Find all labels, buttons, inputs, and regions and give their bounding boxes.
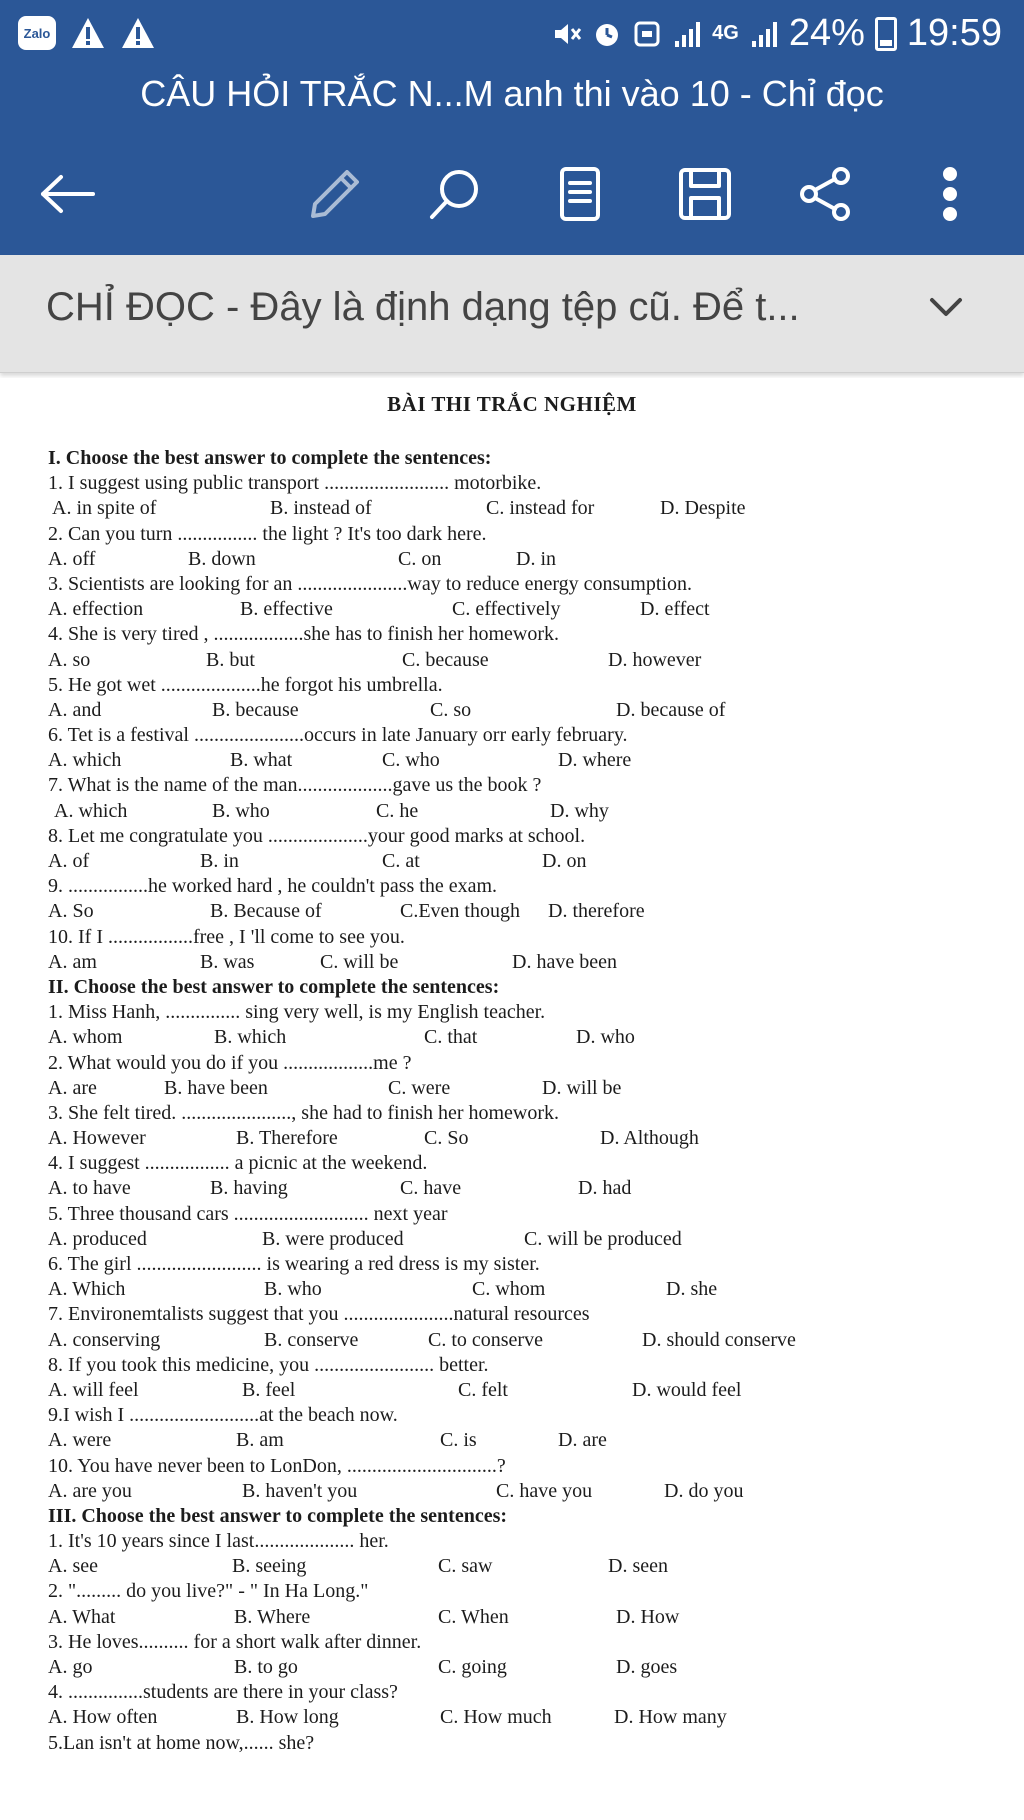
- answer-option: C. to conserve: [428, 1328, 543, 1351]
- question-text: 3. Scientists are looking for an ......................way to reduce energy consumption.: [48, 572, 692, 595]
- answer-option: C. is: [440, 1429, 477, 1452]
- answer-option: D. do you: [664, 1479, 744, 1502]
- question-text: 9.I wish I ..........................at the beach now.: [48, 1404, 398, 1427]
- answer-options: [48, 849, 988, 874]
- answer-option: D. who: [576, 1026, 635, 1049]
- answer-options: [48, 698, 988, 723]
- answer-option: B. down: [188, 547, 256, 570]
- answer-options: [48, 950, 988, 975]
- question-text: 5. Three thousand cars ........................... next year: [48, 1202, 448, 1225]
- answer-options: [48, 547, 988, 572]
- section-title: II. Choose the best answer to complete the sentences:: [48, 975, 500, 998]
- network-type: 4G: [712, 22, 739, 44]
- answer-option: C. were: [388, 1076, 451, 1099]
- question-text: 4. ...............students are there in your class?: [48, 1681, 398, 1704]
- answer-option: A. How often: [48, 1706, 158, 1729]
- answer-option: D. would feel: [632, 1378, 742, 1401]
- answer-option: C. When: [438, 1605, 509, 1628]
- answer-option: B. Because of: [210, 900, 322, 923]
- answer-options: [48, 1025, 988, 1050]
- answer-options: [48, 799, 988, 824]
- answer-option: D. because of: [616, 698, 726, 721]
- answer-option: C. he: [376, 799, 419, 822]
- answer-options: [48, 648, 988, 673]
- answer-option: A. effection: [48, 598, 144, 621]
- question-text: 9. ................he worked hard , he couldn't pass the exam.: [48, 875, 498, 898]
- answer-option: D. should conserve: [642, 1328, 796, 1351]
- answer-options: [48, 1705, 988, 1730]
- question-text: 4. She is very tired , ..................she has to finish her homework.: [48, 623, 560, 646]
- search-button[interactable]: [420, 155, 490, 233]
- answer-option: A. and: [48, 698, 102, 721]
- section-title: I. Choose the best answer to complete the sentences:: [48, 447, 492, 469]
- pencil-icon: [307, 166, 363, 222]
- answer-options: [48, 1227, 988, 1252]
- reading-view-button[interactable]: [545, 155, 615, 233]
- answer-option: B. haven't you: [242, 1479, 358, 1502]
- answer-option: C. have: [400, 1177, 462, 1200]
- share-icon: [797, 166, 853, 222]
- answer-option: A. However: [48, 1127, 146, 1150]
- answer-option: C. so: [430, 698, 472, 721]
- question-text: 5.Lan isn't at home now,...... she?: [48, 1731, 315, 1754]
- answer-options: [48, 1126, 988, 1151]
- answer-option: A. So: [48, 900, 94, 923]
- answer-option: C. going: [438, 1656, 507, 1678]
- answer-option: B. what: [230, 749, 293, 772]
- answer-option: B. which: [214, 1026, 287, 1049]
- answer-option: A. go: [48, 1656, 93, 1678]
- answer-options: [48, 1605, 988, 1630]
- answer-options: [48, 1176, 988, 1201]
- answer-option: C. at: [382, 850, 420, 872]
- answer-options: [48, 496, 988, 521]
- answer-option: C. have you: [496, 1479, 593, 1502]
- answer-option: A. to have: [48, 1177, 131, 1200]
- answer-option: B. who: [212, 799, 270, 822]
- answer-option: A. conserving: [48, 1328, 161, 1351]
- chevron-down-icon[interactable]: [928, 295, 964, 319]
- answer-option: A. What: [48, 1605, 116, 1628]
- document-title: CÂU HỎI TRẮC N...M anh thi vào 10 - Chỉ đọc: [140, 73, 884, 114]
- answer-option: B. have been: [164, 1076, 268, 1099]
- answer-option: B. having: [210, 1177, 288, 1200]
- toolbar: [0, 155, 1024, 233]
- answer-option: B. in: [200, 850, 239, 872]
- more-icon: [942, 166, 958, 222]
- answer-options: [48, 1655, 988, 1680]
- question-text: 8. If you took this medicine, you ........................ better.: [48, 1353, 489, 1376]
- signal-icon: [749, 19, 779, 49]
- reading-view-icon: [558, 165, 602, 223]
- signal-icon: [672, 19, 702, 49]
- answer-option: A. off: [48, 547, 96, 570]
- question-text: 2. Can you turn ................ the light ? It's too dark here.: [48, 522, 487, 545]
- edit-button[interactable]: [300, 155, 370, 233]
- answer-option: B. was: [200, 950, 255, 973]
- alarm-icon: [592, 19, 622, 49]
- answer-option: B. to go: [234, 1656, 298, 1678]
- save-icon: [677, 166, 733, 222]
- answer-option: C. So: [424, 1127, 469, 1150]
- answer-options: [48, 1328, 988, 1353]
- question-text: 6. The girl ......................... is wearing a red dress is my sister.: [48, 1253, 540, 1275]
- document-body: [48, 446, 988, 1756]
- question-text: 7. What is the name of the man...................gave us the book ?: [48, 774, 542, 797]
- answer-option: D. she: [666, 1278, 718, 1301]
- document-heading: BÀI THI TRẮC NGHIỆM: [387, 392, 637, 416]
- question-text: 3. He loves.......... for a short walk after dinner.: [48, 1630, 422, 1653]
- answer-option: C. saw: [438, 1555, 493, 1578]
- answer-option: A. whom: [48, 1026, 123, 1049]
- answer-option: B. am: [236, 1429, 284, 1452]
- answer-option: D. where: [558, 749, 632, 772]
- question-text: 4. I suggest ................. a picnic at the weekend.: [48, 1152, 428, 1175]
- answer-option: D. seen: [608, 1555, 668, 1578]
- answer-option: D. Although: [600, 1127, 699, 1150]
- answer-option: B. Where: [234, 1605, 311, 1628]
- back-button[interactable]: [28, 155, 108, 233]
- more-options-button[interactable]: [920, 155, 980, 233]
- answer-option: B. effective: [240, 598, 333, 621]
- answer-option: D. therefore: [548, 900, 645, 923]
- question-text: 7. Environemtalists suggest that you ......................natural resources: [48, 1303, 590, 1326]
- answer-option: C. will be: [320, 950, 399, 973]
- question-text: 1. It's 10 years since I last.................... her.: [48, 1530, 389, 1553]
- answer-option: C. How much: [440, 1706, 552, 1729]
- answer-option: B. feel: [242, 1378, 296, 1401]
- answer-option: C. felt: [458, 1378, 508, 1401]
- answer-option: B. were produced: [262, 1227, 404, 1250]
- question-text: 2. What would you do if you ..................me ?: [48, 1051, 412, 1074]
- battery-percent: 24%: [788, 12, 865, 54]
- answer-option: A. which: [48, 749, 122, 772]
- answer-option: B. who: [264, 1278, 322, 1301]
- back-arrow-icon: [39, 174, 97, 214]
- clock: 19:59: [906, 12, 1002, 54]
- answer-option: A. which: [54, 799, 128, 822]
- answer-option: C. because: [402, 648, 489, 671]
- answer-option: A. will feel: [48, 1378, 139, 1401]
- answer-option: D. are: [558, 1429, 607, 1452]
- answer-options: [48, 899, 988, 924]
- question-text: 1. Miss Hanh, ............... sing very well, is my English teacher.: [48, 1001, 546, 1024]
- warning-icon: [120, 16, 156, 50]
- answer-option: D. Despite: [660, 497, 746, 520]
- answer-option: A. so: [48, 648, 91, 671]
- answer-option: A. see: [48, 1555, 98, 1578]
- question-text: 10. If I .................free , I 'll come to see you.: [48, 925, 405, 948]
- answer-option: B. How long: [236, 1706, 339, 1729]
- answer-option: C. will be produced: [524, 1227, 682, 1250]
- answer-options: [48, 1479, 988, 1504]
- answer-option: A. in spite of: [52, 497, 157, 520]
- answer-option: C. whom: [472, 1278, 546, 1301]
- battery-icon: [875, 17, 897, 51]
- answer-options: [48, 1277, 988, 1302]
- answer-option: D. on: [542, 850, 587, 872]
- answer-option: B. conserve: [264, 1328, 359, 1351]
- answer-options: [48, 1076, 988, 1101]
- document-page: [0, 378, 1024, 1820]
- answer-option: D. effect: [640, 598, 710, 621]
- save-button[interactable]: [665, 155, 745, 233]
- share-button[interactable]: [790, 155, 860, 233]
- answer-option: B. seeing: [232, 1555, 307, 1578]
- answer-option: B. Therefore: [236, 1127, 338, 1150]
- answer-option: B. because: [212, 698, 299, 721]
- answer-options: [48, 1378, 988, 1403]
- answer-option: C. that: [424, 1026, 478, 1049]
- question-text: 10. You have never been to LonDon, ..............................?: [48, 1454, 506, 1477]
- answer-option: D. had: [578, 1177, 632, 1200]
- status-bar: [0, 0, 1024, 72]
- answer-option: D. why: [550, 799, 609, 822]
- section-title: III. Choose the best answer to complete the sentences:: [48, 1504, 508, 1527]
- answer-option: C. instead for: [486, 497, 595, 520]
- answer-option: D. How: [616, 1605, 680, 1628]
- mute-icon: [552, 19, 582, 49]
- answer-option: A. are: [48, 1076, 97, 1099]
- answer-options: [48, 1554, 988, 1579]
- answer-option: B. instead of: [270, 497, 372, 520]
- warning-icon: [70, 16, 106, 50]
- answer-option: C. on: [398, 547, 442, 570]
- answer-option: D. How many: [614, 1706, 727, 1729]
- question-text: 1. I suggest using public transport ......................... motorbike.: [48, 472, 542, 495]
- question-text: 2. "......... do you live?" - " In Ha Long.": [48, 1580, 369, 1603]
- answer-option: A. of: [48, 850, 90, 872]
- app-header: [0, 0, 1024, 255]
- answer-option: D. however: [608, 648, 702, 671]
- answer-options: [48, 1428, 988, 1453]
- answer-options: [48, 597, 988, 622]
- zalo-notification-icon: Zalo: [18, 16, 56, 50]
- answer-option: A. am: [48, 950, 97, 973]
- question-text: 6. Tet is a festival ......................occurs in late January orr early february.: [48, 724, 628, 747]
- answer-option: C. who: [382, 749, 440, 772]
- answer-option: A. are you: [48, 1479, 132, 1502]
- answer-option: A. produced: [48, 1227, 147, 1250]
- answer-option: A. Which: [48, 1278, 126, 1301]
- question-text: 8. Let me congratulate you ....................your good marks at school.: [48, 824, 586, 847]
- answer-option: D. in: [516, 547, 556, 570]
- nfc-icon: [632, 19, 662, 49]
- search-icon: [426, 165, 484, 223]
- answer-option: A. were: [48, 1429, 112, 1452]
- answer-option: D. will be: [542, 1076, 622, 1099]
- answer-option: C. effectively: [452, 598, 561, 621]
- answer-option: C.Even though: [400, 900, 520, 923]
- banner-message: CHỈ ĐỌC - Đây là định dạng tệp cũ. Để t...: [46, 285, 800, 329]
- question-text: 5. He got wet ....................he forgot his umbrella.: [48, 673, 443, 696]
- read-only-banner[interactable]: [0, 255, 1024, 373]
- answer-option: D. have been: [512, 950, 617, 973]
- question-text: 3. She felt tired. ......................, she had to finish her homework.: [48, 1101, 560, 1124]
- answer-options: [48, 748, 988, 773]
- answer-option: D. goes: [616, 1656, 678, 1678]
- answer-option: B. but: [206, 648, 255, 671]
